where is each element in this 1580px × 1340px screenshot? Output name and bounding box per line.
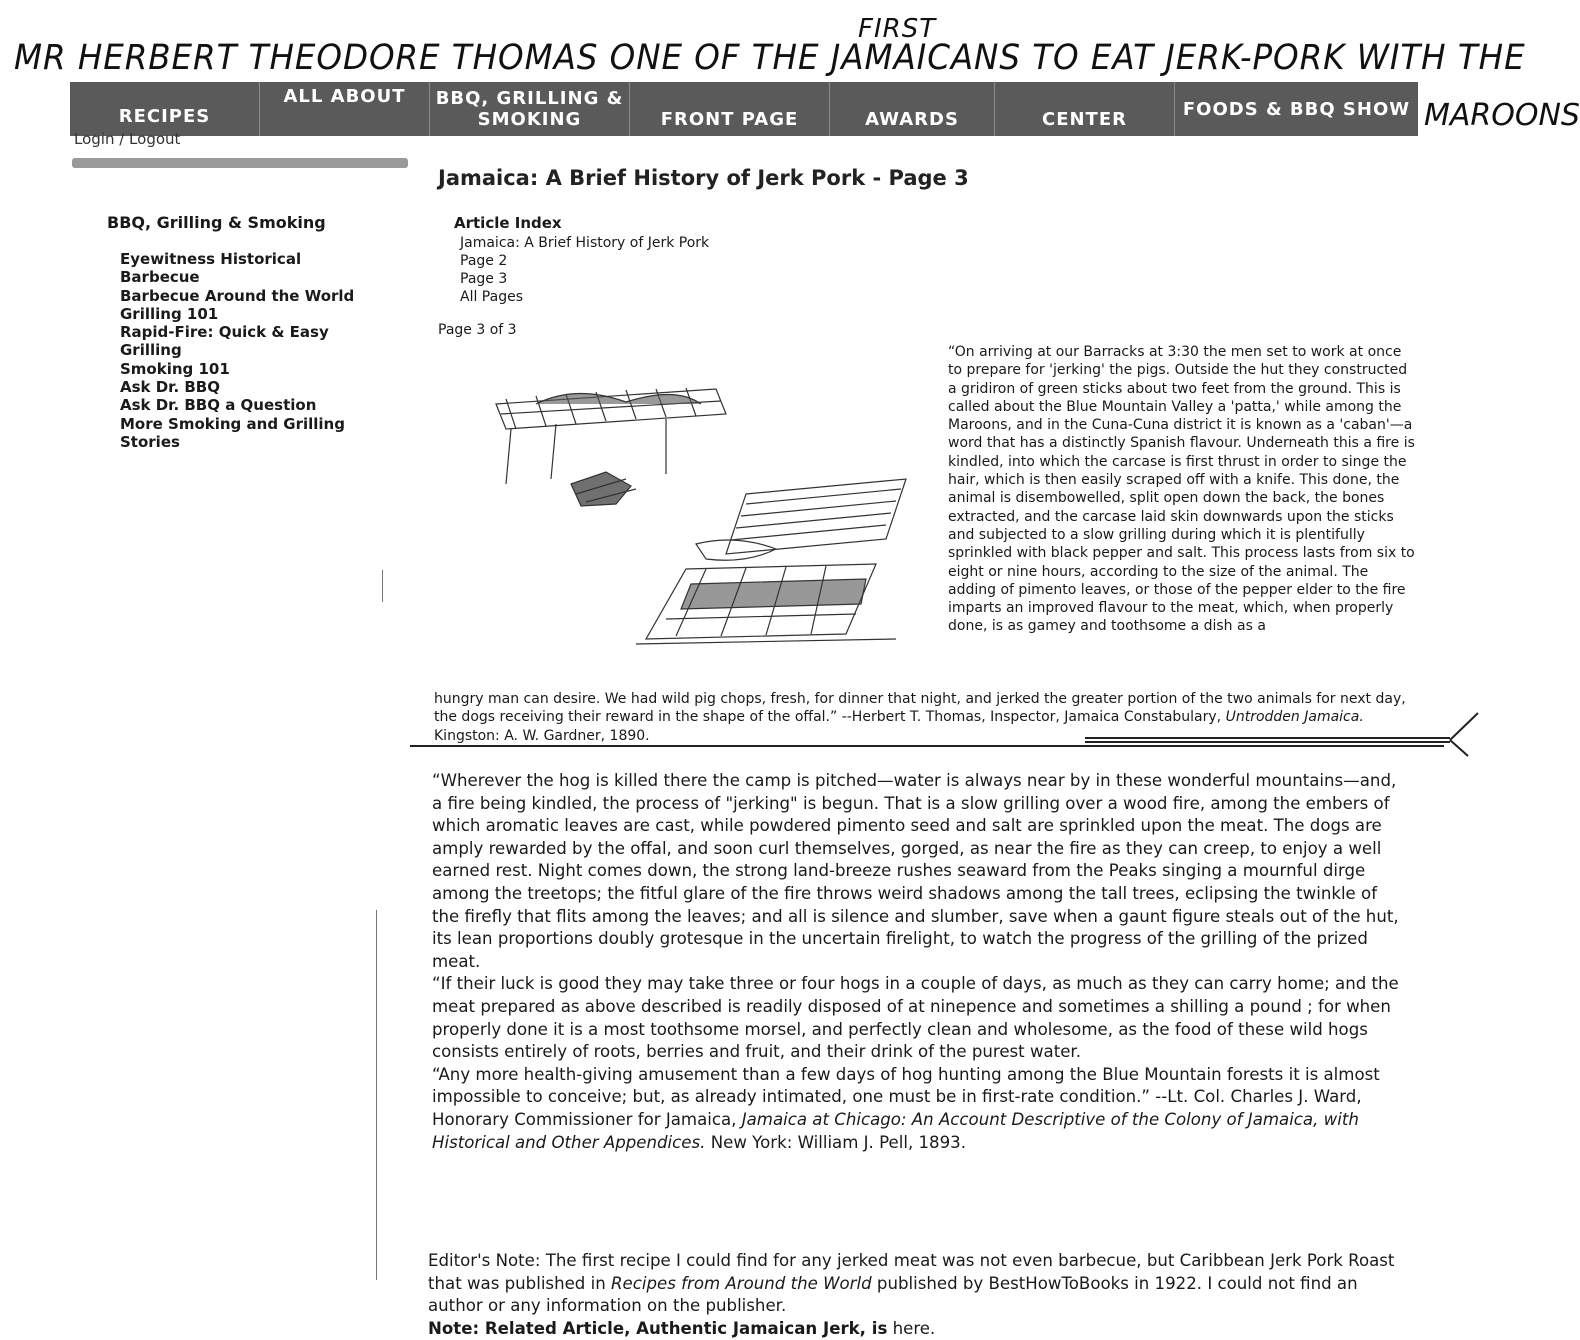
sidebar-item[interactable]: More Smoking and Grilling Stories	[120, 414, 345, 451]
nav-front-page[interactable]: FRONT PAGE	[630, 82, 830, 136]
nav-recipes[interactable]: RECIPES	[70, 82, 260, 136]
thomas-quote-source-title: Untrodden Jamaica.	[1225, 709, 1364, 726]
page-counter: Page 3 of 3	[438, 322, 517, 338]
related-article-note: Note: Related Article, Authentic Jamaican Jerk, is	[428, 1318, 888, 1338]
ward-quote-paragraph: “Wherever the hog is killed there the camp is pitched—water is always near by in these wonderful mountains—and, a fire being kindled, the process of "jerking" is begun. That is a slow grilling over a wood fire, among the embers of which aromatic leaves are cast, while powdered pimento seed and salt are sprinkled upon the meat. The dogs are amply rewarded by the offal, and soon curl themselves, gorged, as near the fire as they can creep, to enjoy a well earned rest. Night comes down, the strong land-breeze rushes seaward from the Peaks singing a mournful dirge among the treetops; the fitful glare of the fire throws weird shadows among the tall trees, eclipsing the twinkle of the firefly that flits among the leaves; and all is silence and slumber, save when a gaunt figure steals out of the hut, its lean proportions doubly grotesque in the uncertain firelight, to watch the progress of the grilling of the prized meat.	[432, 771, 1399, 971]
nav-awards[interactable]: AWARDS	[830, 82, 995, 136]
nav-foods-bbq-show[interactable]: FOODS & BBQ SHOW	[1182, 98, 1411, 120]
sidebar-rule	[72, 158, 408, 168]
sidebar-item[interactable]: Smoking 101	[120, 359, 230, 378]
sidebar-item[interactable]: Rapid-Fire: Quick & Easy Grilling	[120, 323, 329, 360]
margin-mark	[376, 910, 377, 1280]
thomas-quote-source-details: Kingston: A. W. Gardner, 1890.	[434, 727, 650, 744]
hand-drawn-arrow	[1080, 708, 1480, 758]
margin-mark	[382, 570, 383, 602]
handwritten-annotation: MR HERBERT THEODORE THOMAS ONE OF THE JAMAICANS TO EAT JERK-PORK WITH THE	[14, 38, 1526, 78]
article-index-list	[460, 234, 709, 306]
handwritten-annotation-end: MAROONS	[1424, 98, 1580, 133]
ward-quote	[432, 770, 1407, 1154]
article-index-item[interactable]: Page 3	[460, 271, 508, 287]
sidebar-item[interactable]: Ask Dr. BBQ a Question	[120, 396, 317, 415]
ward-quote-paragraph	[432, 1064, 1407, 1154]
editor-note	[428, 1250, 1408, 1340]
sidebar-item[interactable]: Ask Dr. BBQ	[120, 378, 220, 397]
related-article-link[interactable]: here.	[892, 1318, 936, 1338]
nav-all-about[interactable]: ALL ABOUT	[260, 82, 430, 136]
article-index-title: Article Index	[454, 214, 562, 232]
login-logout-link[interactable]: Login / Logout	[74, 130, 181, 148]
sidebar-item[interactable]: Grilling 101	[120, 304, 219, 323]
sidebar-menu	[120, 250, 380, 451]
sidebar-item[interactable]: Barbecue Around the World	[120, 286, 355, 305]
top-nav-bar	[70, 82, 1418, 136]
sidebar-item[interactable]: Eyewitness Historical Barbecue	[120, 250, 302, 287]
article-index-item[interactable]: All Pages	[460, 289, 523, 305]
thomas-quote-tail: hungry man can desire. We had wild pig chops, fresh, for dinner that night, and jerked the greater portion of the two animals for next day, the dogs receiving their reward in the shape of the offal.” --Herbert T. Thomas, Inspector, Jamaica Constabulary,	[434, 691, 1406, 726]
ward-quote-source-details: New York: William J. Pell, 1893.	[710, 1132, 967, 1152]
ward-quote-source-title: Jamaica at Chicago: An Account Descriptive of the Colony of Jamaica, with Historical and Other Appendices.	[432, 1109, 1359, 1152]
ward-quote-text: “Any more health-giving amusement than a few days of hog hunting among the Blue Mountain forests it is almost impossible to conceive; but, as already intimated, one must be in first-rate condition.” --Lt. Col. Charles J. Ward, Honorary Commissioner for Jamaica,	[432, 1064, 1380, 1129]
nav-center[interactable]: CENTER	[995, 82, 1175, 136]
jerk-grill-illustration	[476, 374, 916, 654]
handwritten-insert: FIRST	[858, 14, 937, 44]
nav-bbq-grilling-smoking[interactable]: BBQ, GRILLING & SMOKING	[430, 82, 630, 136]
editor-note-text: Editor's Note: The first recipe I could find for any jerked meat was not even barbecue, but Caribbean Jerk Pork Roast that was published in	[428, 1251, 1395, 1293]
ward-quote-paragraph: “If their luck is good they may take three or four hogs in a couple of days, as much as they can carry home; and the meat prepared as above described is readily disposed of at ninepence and sometimes a shilling a pound ; for when properly done it is a most toothsome morsel, and perfectly clean and wholesome, as the food of these wild hogs consists entirely of roots, berries and fruit, and their drink of the purest water.	[432, 974, 1399, 1062]
article-index-item[interactable]: Jamaica: A Brief History of Jerk Pork	[460, 235, 710, 251]
article-index-item[interactable]: Page 2	[460, 253, 508, 269]
page-title: Jamaica: A Brief History of Jerk Pork - Page 3	[438, 166, 969, 190]
editor-note-book-title: Recipes from Around the World	[611, 1273, 872, 1293]
editor-note-text-end: published by BestHowToBooks in 1922. I could not find an author or any information on the publisher.	[428, 1273, 1358, 1316]
thomas-quote-text: “On arriving at our Barracks at 3:30 the men set to work at once to prepare for 'jerking' the pigs. Outside the hut they constructed a gridiron of green sticks about two feet from the ground. This is called about the Blue Mountain Valley a 'patta,' while among the Maroons, and in the Cuna-Cuna district it is known as a 'caban'—a word that has a distinctly Spanish flavour. Underneath this a fire is kindled, into which the carcase is first thrust in order to singe the hair, which is then easily scraped off with a knife. This done, the animal is disembowelled, split open down the back, the bones extracted, and the carcase laid skin downwards upon the sticks and subjected to a slow grilling during which it is plentifully sprinkled with black pepper and salt. This process lasts from six to eight or nine hours, according to the size of the animal. The adding of pimento leaves, or those of the pepper elder to the fire imparts an improved flavour to the meat, which, when properly done, is as gamey and toothsome a dish as a	[948, 344, 1415, 635]
sidebar-heading: BBQ, Grilling & Smoking	[107, 213, 326, 232]
